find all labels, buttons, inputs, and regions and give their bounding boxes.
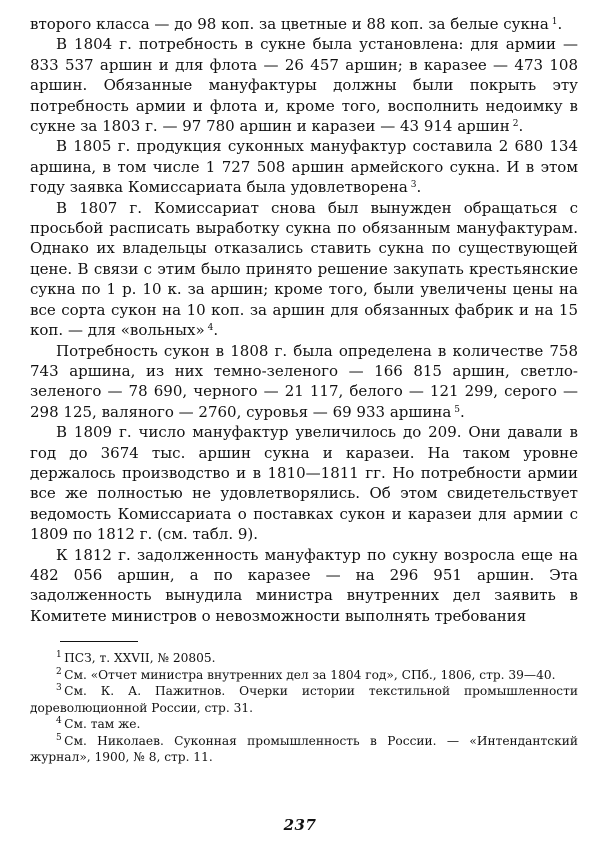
footnote-2 bbox=[30, 667, 578, 684]
footnote-3-text: См. К. А. Пажитнов. Очерки истории текстильной промышленности дореволюционной России, стр. 31. bbox=[30, 684, 578, 715]
paragraph-2: В 1804 г. потребность в сукне была установлена: для армии — 833 537 аршин и для флота — 26 457 аршин; в каразее — 473 108 аршин. Обязанные мануфактуры должны были покрыть эту потребность армии и флота и, кроме того, восполнить недоимку в сукне за 1803 г. — 97 780 аршин и каразеи — 43 914 аршин $^2$. bbox=[30, 35, 578, 136]
paragraph-7-text: К 1812 г. задолженность мануфактур по сукну возросла еще на 482 056 аршин, а по каразее — на 296 951 аршин. Эта задолженность вынудила министра внутренних дел заявить в Комитете министров о невозможности выполнять требования bbox=[30, 545, 578, 625]
paragraph-4-text: В 1807 г. Комиссариат снова был вынужден обращаться с просьбой расписать выработку сукна по обязанным мануфактурам. Однако их владельцы отказались ставить сукна по существующей цене. В связи с этим было принято решение закупать крестьянские сукна по 1 р. 10 к. за аршин; кроме того, были увеличены цены на все сорта сукон на 10 коп. за аршин для обязанных фабрик и на 15 коп. — для «вольных» bbox=[30, 198, 578, 340]
paragraph-1-text: второго класса — до 98 коп. за цветные и 88 коп. за белые сукна bbox=[30, 15, 549, 33]
footnote-5-number: 5 bbox=[56, 732, 62, 743]
footnote-3-number: 3 bbox=[56, 683, 62, 694]
note-ref-3: 3 bbox=[410, 180, 417, 191]
book-page bbox=[30, 14, 578, 766]
footnote-2-number: 2 bbox=[56, 666, 62, 677]
footnote-5 bbox=[30, 733, 578, 766]
footnote-5-text: См. Николаев. Суконная промышленность в России. — «Интендантский журнал», 1900, № 8, стр. 11. bbox=[30, 733, 578, 765]
footnote-4-number: 4 bbox=[56, 716, 62, 727]
note-ref-4: 4 bbox=[207, 323, 214, 334]
footnote-1 bbox=[30, 650, 578, 667]
footnote-3 bbox=[30, 683, 578, 716]
footnote-separator bbox=[60, 641, 138, 642]
footnote-4-text: См. там же. bbox=[64, 717, 141, 732]
paragraph-1: второго класса — до 98 коп. за цветные и 88 коп. за белые сукна $^1$. bbox=[30, 15, 563, 33]
footnote-1-text: ПСЗ, т. XXVII, № 20805. bbox=[64, 651, 216, 666]
paragraph-3: В 1805 г. продукция суконных мануфактур составила 2 680 134 аршина, в том числе 1 727 508 аршин армейского сукна. И в этом году заявка Комиссариата была удовлетворена $^3$. bbox=[30, 137, 578, 197]
paragraph-5-text: Потребность сукон в 1808 г. была определена в количестве 758 743 аршина, из них темно-зеленого — 166 815 аршин, светло-зеленого — 78 690, черного — 21 117, белого — 121 299, серого — 298 125, валяного — 2760, суровья — 69 933 аршина bbox=[30, 341, 578, 421]
page-number: 237 bbox=[283, 816, 317, 834]
paragraph-5: Потребность сукон в 1808 г. была определена в количестве 758 743 аршина, из них темно-зеленого — 166 815 аршин, светло-зеленого — 78 690, черного — 21 117, белого — 121 299, серого — 298 125, валяного — 2760, суровья — 69 933 аршина $^5$. bbox=[30, 341, 578, 421]
footnote-4 bbox=[30, 716, 578, 733]
paragraph-4: В 1807 г. Комиссариат снова был вынужден обращаться с просьбой расписать выработку сукна по обязанным мануфактурам. Однако их владельцы отказались ставить сукна по существующей цене. В связи с этим было принято решение закупать крестьянские сукна по 1 р. 10 к. за аршин; кроме того, были увеличены цены на все сорта сукон на 10 коп. за аршин для обязанных фабрик и на 15 коп. — для «вольных» $^4$. bbox=[30, 198, 578, 340]
note-ref-2: 2 bbox=[512, 119, 519, 130]
paragraph-7 bbox=[30, 545, 578, 627]
paragraph-6 bbox=[30, 422, 578, 544]
paragraph-2-text: В 1804 г. потребность в сукне была установлена: для армии — 833 537 аршин и для флота — 26 457 аршин; в каразее — 473 108 аршин. Обязанные мануфактуры должны были покрыть эту потребность армии и флота и, кроме того, восполнить недоимку в сукне за 1803 г. — 97 780 аршин и каразеи — 43 914 аршин bbox=[30, 35, 578, 136]
note-ref-1: 1 bbox=[551, 17, 558, 27]
note-ref-5: 5 bbox=[454, 404, 460, 415]
footnote-1-number: 1 bbox=[56, 650, 62, 661]
paragraph-3-text: В 1805 г. продукция суконных мануфактур составила 2 680 134 аршина, в том числе 1 727 508 аршин армейского сукна. И в этом году заявка Комиссариата была удовлетворена bbox=[30, 137, 578, 197]
body-text bbox=[30, 14, 578, 626]
footnote-2-text: См. «Отчет министра внутренних дел за 1804 год», СПб., 1806, стр. 39—40. bbox=[64, 667, 556, 682]
footnotes bbox=[30, 650, 578, 766]
paragraph-6-text: В 1809 г. число мануфактур увеличилось до 209. Они давали в год до 3674 тыс. аршин сукна и каразеи. На таком уровне держалось производство и в 1810—1811 гг. Но потребности армии все же полностью не удовлетворялись. Об этом свидетельствует ведомость Комиссариата о поставках сукон и каразеи для армии с 1809 по 1812 г. (см. табл. 9). bbox=[30, 423, 578, 544]
